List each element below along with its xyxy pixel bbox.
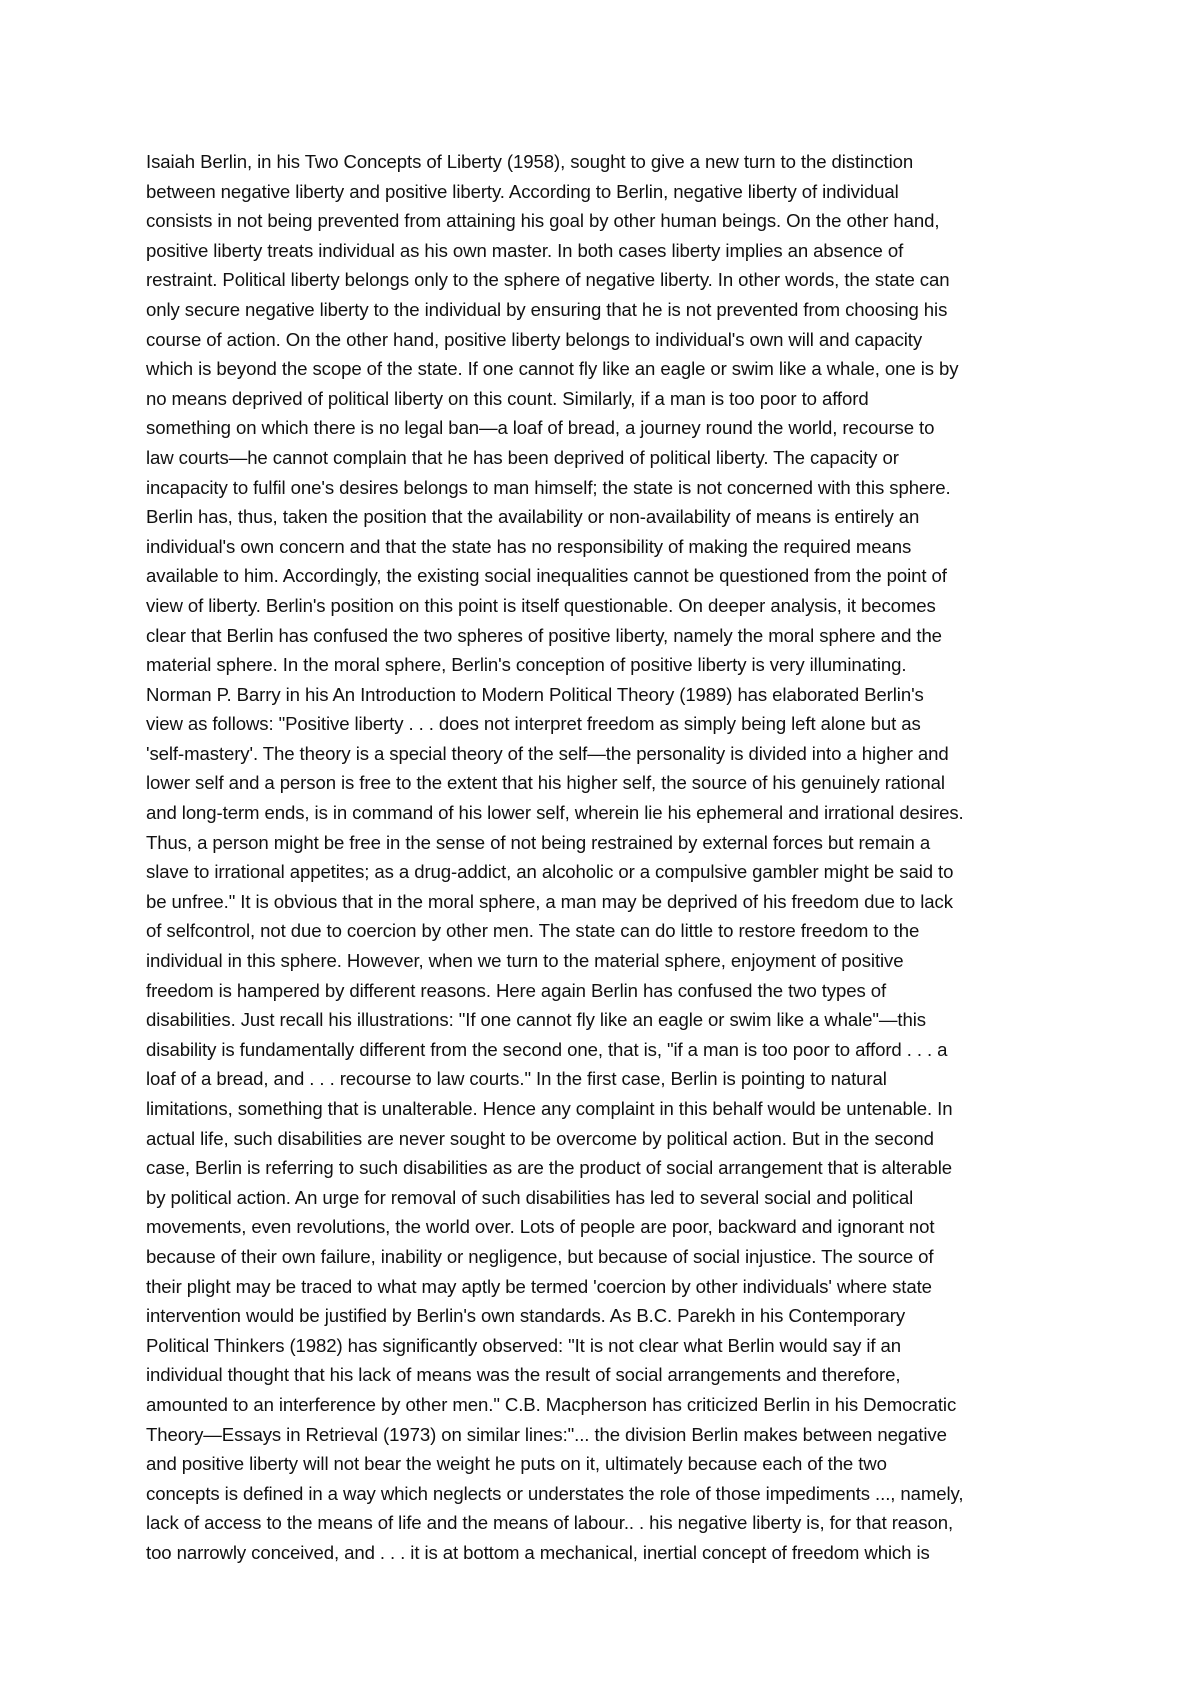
text-line: individual thought that his lack of means was the result of social arrangements and therefore, <box>146 1364 901 1386</box>
text-line: consists in not being prevented from attaining his goal by other human beings. On the other hand, <box>146 210 940 232</box>
text-line: movements, even revolutions, the world over. Lots of people are poor, backward and ignorant not <box>146 1216 935 1238</box>
text-line: too narrowly conceived, and . . . it is at bottom a mechanical, inertial concept of freedom which is <box>146 1541 930 1563</box>
text-line: no means deprived of political liberty on this count. Similarly, if a man is too poor to afford <box>146 387 869 409</box>
text-line: freedom is hampered by different reasons. Here again Berlin has confused the two types of <box>146 979 887 1001</box>
text-line: restraint. Political liberty belongs only to the sphere of negative liberty. In other words, the state can <box>146 269 950 291</box>
text-line: between negative liberty and positive liberty. According to Berlin, negative liberty of individual <box>146 180 899 202</box>
text-line: intervention would be justified by Berlin's own standards. As B.C. Parekh in his Contemporary <box>146 1305 906 1327</box>
text-line: something on which there is no legal ban—a loaf of bread, a journey round the world, recourse to <box>146 417 935 439</box>
text-line: slave to irrational appetites; as a drug-addict, an alcoholic or a compulsive gambler might be said to <box>146 861 954 883</box>
text-line: of selfcontrol, not due to coercion by other men. The state can do little to restore freedom to the <box>146 920 920 942</box>
text-line: limitations, something that is unalterable. Hence any complaint in this behalf would be untenable. In <box>146 1098 953 1119</box>
text-line: lack of access to the means of life and the means of labour.. . his negative liberty is, for that reason, <box>146 1512 954 1534</box>
text-line: loaf of a bread, and . . . recourse to law courts." In the first case, Berlin is pointing to natural <box>146 1068 887 1090</box>
text-line: actual life, such disabilities are never sought to be overcome by political action. But in the second <box>146 1127 934 1149</box>
text-line: because of their own failure, inability or negligence, but because of social injustice. The source of <box>146 1245 934 1267</box>
text-line: positive liberty treats individual as his own master. In both cases liberty implies an absence of <box>146 239 904 261</box>
text-line: view as follows: "Positive liberty . . . does not interpret freedom as simply being left alone but as <box>146 713 921 735</box>
text-line: lower self and a person is free to the extent that his higher self, the source of his genuinely rational <box>146 772 945 794</box>
text-line: Isaiah Berlin, in his Two Concepts of Liberty (1958), sought to give a new turn to the distinction <box>146 151 914 172</box>
text-line: law courts—he cannot complain that he has been deprived of political liberty. The capacity or <box>146 446 899 468</box>
text-line: amounted to an interference by other men." C.B. Macpherson has criticized Berlin in his Democratic <box>146 1393 957 1415</box>
text-line: available to him. Accordingly, the existing social inequalities cannot be questioned from the point of <box>146 565 947 587</box>
text-line: disabilities. Just recall his illustrations: "If one cannot fly like an eagle or swim like a whale"—this <box>146 1009 926 1031</box>
text-line: view of liberty. Berlin's position on this point is itself questionable. On deeper analysis, it becomes <box>146 594 936 616</box>
text-line: Berlin has, thus, taken the position that the availability or non-availability of means is entirely an <box>146 506 920 528</box>
text-line: be unfree." It is obvious that in the moral sphere, a man may be deprived of his freedom due to lack <box>146 890 953 912</box>
text-line: Norman P. Barry in his An Introduction to Modern Political Theory (1989) has elaborated Berlin's <box>146 683 924 705</box>
text-line: incapacity to fulfil one's desires belongs to man himself; the state is not concerned with this sphere. <box>146 476 951 498</box>
text-line: which is beyond the scope of the state. If one cannot fly like an eagle or swim like a whale, one is by <box>146 358 959 380</box>
text-line: material sphere. In the moral sphere, Berlin's conception of positive liberty is very illuminating. <box>146 654 907 676</box>
text-line: individual's own concern and that the state has no responsibility of making the required means <box>146 535 912 557</box>
text-line: disability is fundamentally different from the second one, that is, "if a man is too poor to afford . . . a <box>146 1038 948 1060</box>
text-line: by political action. An urge for removal of such disabilities has led to several social and political <box>146 1186 914 1208</box>
body-text <box>146 147 1066 1568</box>
text-line: only secure negative liberty to the individual by ensuring that he is not prevented from choosing his <box>146 298 948 320</box>
text-line: individual in this sphere. However, when we turn to the material sphere, enjoyment of positive <box>146 950 904 972</box>
text-line: 'self-mastery'. The theory is a special theory of the self—the personality is divided into a higher and <box>146 742 949 764</box>
text-line: concepts is defined in a way which neglects or understates the role of those impediments ..., namely, <box>146 1482 964 1504</box>
text-line: their plight may be traced to what may aptly be termed 'coercion by other individuals' where state <box>146 1275 932 1297</box>
text-line: and long-term ends, is in command of his lower self, wherein lie his ephemeral and irrational desires. <box>146 802 964 824</box>
text-line: course of action. On the other hand, positive liberty belongs to individual's own will and capacity <box>146 328 923 350</box>
text-line: Theory—Essays in Retrieval (1973) on similar lines:"... the division Berlin makes between negative <box>146 1423 947 1445</box>
text-line: clear that Berlin has confused the two spheres of positive liberty, namely the moral sphere and the <box>146 624 942 646</box>
text-line: Political Thinkers (1982) has significantly observed: "It is not clear what Berlin would say if an <box>146 1334 902 1356</box>
text-line: Thus, a person might be free in the sense of not being restrained by external forces but remain a <box>146 831 931 853</box>
text-line: and positive liberty will not bear the weight he puts on it, ultimately because each of the two <box>146 1453 887 1475</box>
text-line: case, Berlin is referring to such disabilities as are the product of social arrangement that is alterable <box>146 1157 952 1179</box>
